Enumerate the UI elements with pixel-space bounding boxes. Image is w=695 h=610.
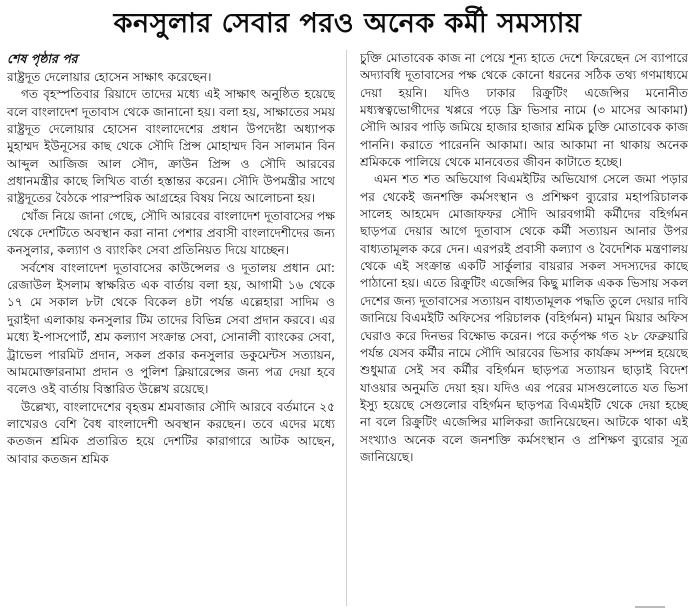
article-paragraph: গত বৃহস্পতিবার রিয়াদে তাদের মধ্যে এই সাক্ষাৎ অনুষ্ঠিত হয়েছে বলে বাংলাদেশ দূতাবাস থেকে জানানো হয়। বলা হয়, সাক্ষাতের সময় রাষ্ট্রদূত দেলোয়ার হোসেন বাংলাদেশের প্রধান উপদেষ্টা অধ্যাপক মুহাম্মদ ইউনূসের কাছ থেকে সৌদি প্রিন্স মোহাম্মদ বিন সালমান বিন আব্দুল আজিজ আল সৌদ, ক্রাউন প্রিন্স ও সৌদি আরবের প্রধানমন্ত্রীর কাছে লিখিত বার্তা হস্তান্তর করেন। সৌদি উপমন্ত্রীর সাথে রাষ্ট্রদূতের বৈঠকে পারস্পরিক আগ্রহের বিষয় নিয়ে আলোচনা হয়। xyxy=(7,87,335,206)
column-divider xyxy=(346,50,347,606)
article-column-right xyxy=(360,50,688,608)
article-paragraph: খোঁজ নিয়ে জানা গেছে, সৌদি আরবের বাংলাদেশ দূতাবাসের পক্ষ থেকে দেশটিতে অবস্থান করা নানা পেশার প্রবাসী বাংলাদেশীদের জন্য কনসুলার, কল্যাণ ও ব্যাংকিং সেবা প্রতিনিয়ত দিয়ে যাচ্ছেন। xyxy=(7,208,335,258)
article-paragraph: উল্লেখ্য, বাংলাদেশের বৃহত্তম শ্রমবাজার সৌদি আরবে বর্তমানে ২৫ লাখেরও বেশি বৈধ বাংলাদেশী অবস্থান করছেন। তবে এদের মধ্যে কতজন শ্রমিক প্রতারিত হয়ে দেশটির কারাগারে আটক আছেন, আবার কতজন শ্রমিক xyxy=(7,399,335,466)
headline: কনসুলার সেবার পরও অনেক কর্মী সমস্যায় xyxy=(113,8,582,39)
article-paragraph: চুক্তি মোতাবেক কাজ না পেয়ে শূন্য হাতে দেশে ফিরেছেন সে ব্যাপারে অদ্যাবধি দূতাবাসের পক্ষ থেকে কোনো ধরনের সঠিক তথ্য গণমাধ্যমে দেয়া হয়নি। যদিও ঢাকার রিক্রুটিং এজেন্সির মনোনীত মধ্যস্বত্বভোগীদের খপ্পরে পড়ে ফ্রি ভিসার নামে (৩ মাসের আকামা) সৌদি আরব পাড়ি জমিয়ে হাজার হাজার শ্রমিক চুক্তি মোতাবেক কাজ পাননি। করাতে পারেননি আকামা। আর আকামা না থাকায় অনেক শ্রমিককে পালিয়ে থেকে মানবেতর জীবন কাটাতে হচ্ছে। xyxy=(360,51,688,170)
continued-label: শেষ পৃষ্ঠার পর xyxy=(7,51,78,66)
article-paragraph: সর্বশেষ বাংলাদেশ দূতাবাসের কাউন্সেলর ও দূতালয় প্রধান মো: রেজাউল ইসলাম স্বাক্ষরিত এক বার্তায় বলা হয়, আগামী ১৬ থেকে ১৭ মে সকাল ৮টা থেকে বিকেল ৪টা পর্যন্ত এল্লেহারা সাদিম ও দুরাইদা এলাকায় কনসুলার টিম তাদের বিভিন্ন সেবা প্রদান করবে। এর মধ্যে ই-পাসপোর্ট, শ্রম কল্যাণ সংক্রান্ত সেবা, সোনালী ব্যাংকের সেবা, ট্রাভেল পারমিট প্রদান, সকল প্রকার কনসুলার ডকুমেন্টস সত্যায়ন, আমমোক্তারনামা প্রদান ও পুলিশ ক্লিয়ারেন্সের জন্য পত্র দেয়া হবে বলেও ওই বার্তায় বিস্তারিত উল্লেখ রয়েছে। xyxy=(7,260,335,397)
page-edge-mark xyxy=(635,606,665,608)
article-column-left xyxy=(7,50,335,608)
article-paragraph: রাষ্ট্রদূত দেলোয়ার হোসেন সাক্ষাৎ করেছেন। xyxy=(7,70,212,84)
article-paragraph: এমন শত শত অভিযোগ বিএমইটির অভিযোগ সেলে জমা পড়ার পর থেকেই জনশক্তি কর্মসংস্থান ও প্রশিক্ষণ ব্যুরোর মহাপরিচালক সালেহ আহমেদ মোজাফফর সৌদি আরবগামী কর্মীদের বহির্গমন ছাড়পত্র দেয়ার আগে দূতাবাস থেকে কর্মী সত্যায়ন আনার উপর বাধ্যতামূলক করে দেন। এরপরই প্রবাসী কল্যাণ ও বৈদেশিক মন্ত্রণালয় থেকে এই সংক্রান্ত একটি সার্কুলার বায়রার সকল সদস্যদের কাছে পাঠানো হয়। এতে রিক্রুটিং এজেন্সির কিছু মালিক একক ভিসায় সকল দেশের জন্য দূতাবাসের সত্যায়ন বাধ্যতামূলক পদ্ধতি তুলে দেয়ার দাবি জানিয়ে বিএমইটি অফিসের পরিচালক (বহির্গমন) মামুন মিয়ার অফিস ঘেরাও করে দিনভর বিক্ষোভ করেন। পরে কর্তৃপক্ষ গত ২৮ ফেব্রুয়ারি পর্যন্ত যেসব কর্মীর নামে সৌদি আরবের ভিসার কার্যক্রম সম্পন্ন হয়েছে শুধুমাত্র সেই সব কর্মীর বহির্গমন ছাড়পত্র সত্যায়ন ছাড়াই বিদেশ যাওয়ার অনুমতি দেয়া হয়। যদিও এর পরের মাসগুলোতে যত ভিসা ইস্যু হয়েছে সেগুলোর বহির্গমন ছাড়পত্র বিএমইটি থেকে দেয়া হচ্ছে না বলে রিক্রুটিং এজেন্সির মালিকরা জানিয়েছেন। আটকে থাকা এই সংখ্যাও অনেক বলে জনশক্তি কর্মসংস্থান ও প্রশিক্ষণ ব্যুরোর সূত্র জানিয়েছে। xyxy=(360,172,688,464)
